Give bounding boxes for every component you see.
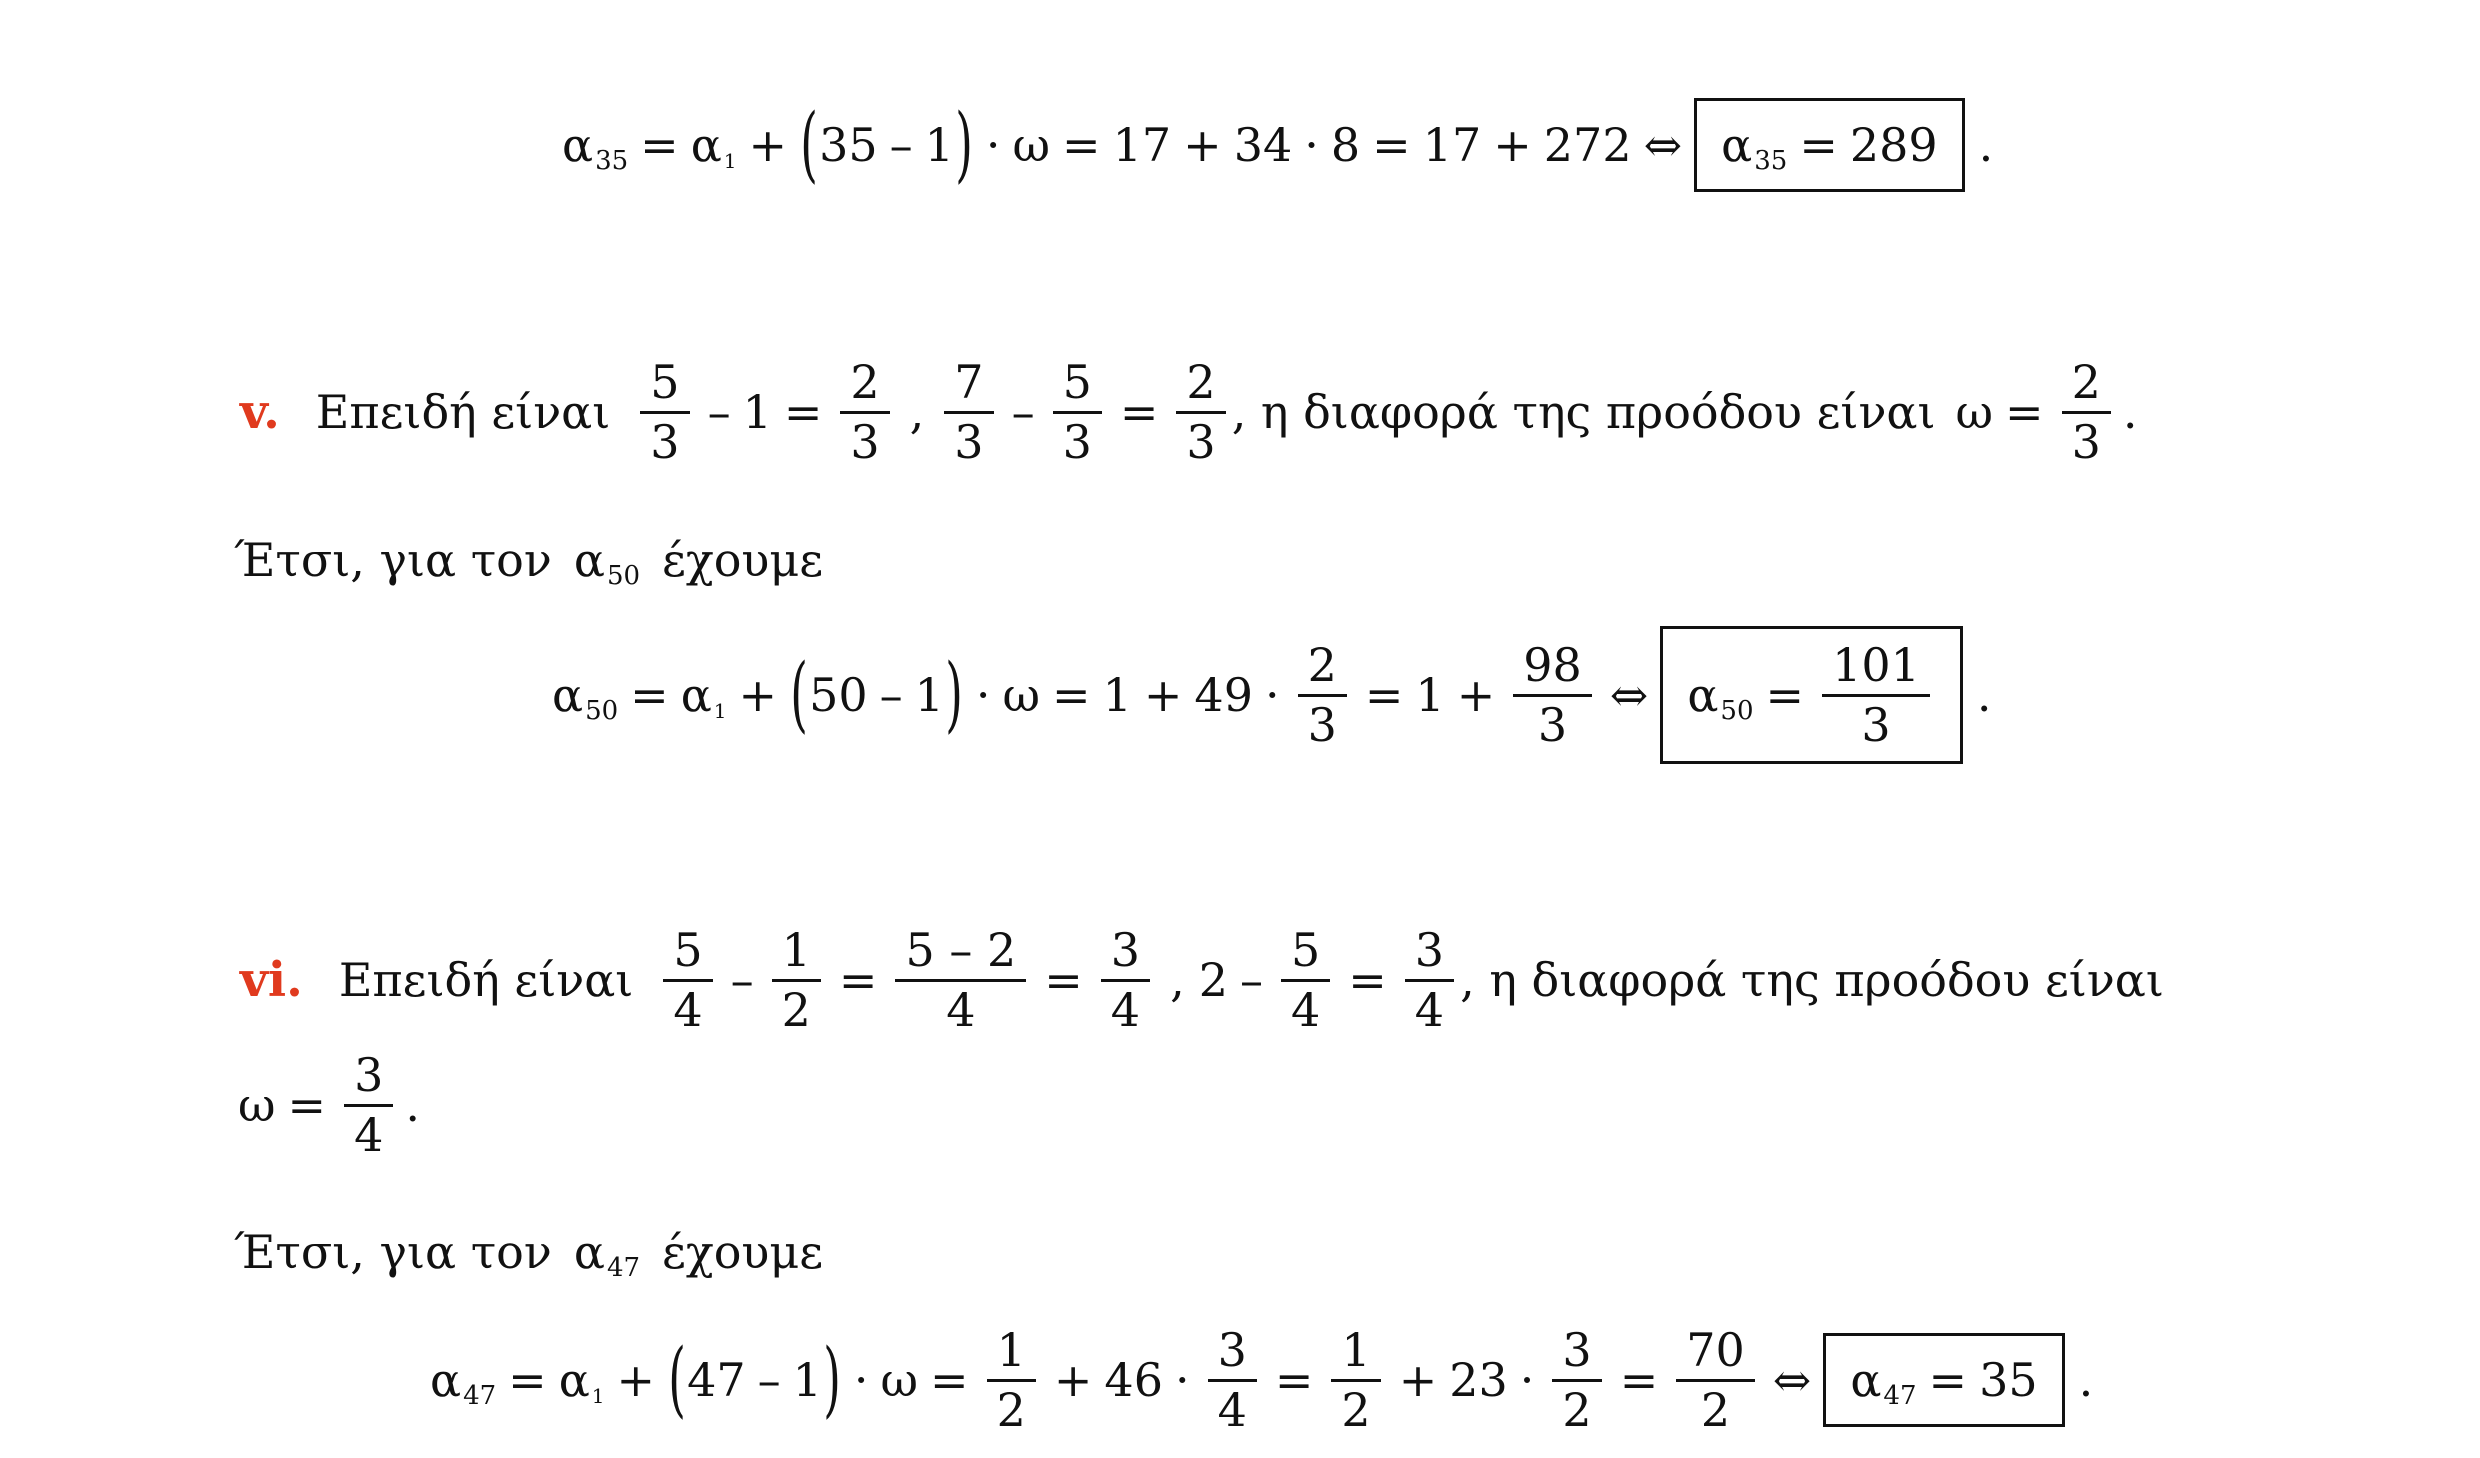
fraction: $\frac{5}{3}$ (1053, 358, 1102, 466)
subscript: 1 (591, 1384, 605, 1408)
item-v-intro (234, 520, 823, 600)
plus-sign: + (1183, 118, 1222, 172)
statement-text: Επειδή είναι (315, 385, 611, 439)
term: 35 (819, 118, 878, 172)
alpha-symbol: α (573, 1225, 605, 1279)
term: 1 (1415, 668, 1445, 722)
term: 8 (1330, 118, 1361, 172)
equals-sign: = (1062, 118, 1101, 172)
dot-operator: · (1519, 1353, 1535, 1407)
term: 49 (1194, 668, 1253, 722)
minus-sign: – (1239, 953, 1263, 1007)
close-paren: ) (945, 647, 963, 742)
fraction: $\frac{70}{2}$ (1676, 1326, 1755, 1434)
iff-arrow: ⇔ (1643, 118, 1683, 172)
plus-sign: + (738, 668, 778, 722)
dot-operator: · (975, 668, 991, 722)
term: 2 (1198, 953, 1228, 1007)
item-vi-omega (238, 1045, 420, 1165)
term: 1 (924, 118, 954, 172)
equals-sign: = (783, 385, 823, 439)
dot-operator: · (1304, 118, 1319, 172)
alpha-symbol: α (1687, 668, 1719, 722)
alpha-symbol: α (690, 118, 722, 172)
term: 1 (914, 668, 944, 722)
fraction: $\frac{3}{4}$ (344, 1051, 393, 1159)
statement-text: , η διαφορά της προόδου είναι (1460, 953, 2164, 1007)
result-box (1694, 98, 1965, 192)
equals-sign: = (1274, 1353, 1314, 1407)
dot-operator: · (1174, 1353, 1190, 1407)
item-vi-statement (240, 920, 2164, 1040)
equals-sign: = (1044, 953, 1083, 1007)
alpha-symbol: α (680, 668, 712, 722)
equals-sign: = (508, 1353, 547, 1407)
subscript: 1 (723, 149, 737, 173)
subscript: 50 (585, 696, 619, 726)
equals-sign: = (1765, 668, 1805, 722)
plus-sign: + (1398, 1353, 1438, 1407)
subscript: 50 (1720, 696, 1754, 726)
period: . (2078, 1353, 2094, 1407)
fraction: $\frac{1}{2}$ (987, 1326, 1036, 1434)
comma: , (909, 385, 925, 439)
equals-sign: = (1372, 118, 1411, 172)
equals-sign: = (640, 118, 679, 172)
minus-sign: – (730, 953, 754, 1007)
term: 17 (1422, 118, 1482, 172)
fraction: $\frac{3}{4}$ (1208, 1326, 1257, 1434)
subscript: 47 (1883, 1381, 1917, 1411)
equals-sign: = (2005, 385, 2044, 439)
fraction: $\frac{3}{4}$ (1405, 926, 1454, 1034)
intro-text: έχουμε (662, 533, 824, 587)
result-box (1823, 1333, 2064, 1427)
term: 47 (687, 1353, 746, 1407)
equals-sign: = (1052, 668, 1091, 722)
subscript: 47 (606, 1253, 641, 1283)
dot-operator: · (1264, 668, 1280, 722)
result-value: 35 (1979, 1353, 2038, 1407)
statement-text: , η διαφορά της προόδου είναι (1231, 385, 1936, 439)
plus-sign: + (1493, 118, 1532, 172)
period: . (405, 1078, 420, 1132)
comma: , (1170, 953, 1185, 1007)
plus-sign: + (748, 118, 788, 172)
omega-symbol: ω (1955, 385, 1994, 439)
plus-sign: + (1456, 668, 1496, 722)
plus-sign: + (1053, 1353, 1093, 1407)
item-label: v. (240, 384, 280, 440)
fraction: $\frac{5}{3}$ (640, 358, 689, 466)
equals-sign: = (1619, 1353, 1659, 1407)
item-label: vi. (240, 952, 303, 1008)
fraction: $\frac{2}{3}$ (840, 358, 889, 466)
item-v-statement (240, 352, 2137, 472)
term: 46 (1104, 1353, 1163, 1407)
fraction: $\frac{1}{2}$ (1331, 1326, 1380, 1434)
fraction: $\frac{2}{3}$ (1298, 641, 1347, 749)
term: 1 (792, 1353, 822, 1407)
intro-text: Έτσι, για τον (234, 533, 552, 587)
dot-operator: · (853, 1353, 869, 1407)
term: 34 (1233, 118, 1293, 172)
period: . (1978, 118, 1994, 172)
alpha-symbol: α (562, 118, 594, 172)
equals-sign: = (1364, 668, 1404, 722)
subscript: 1 (713, 699, 727, 723)
alpha-symbol: α (573, 533, 605, 587)
alpha-symbol: α (1850, 1353, 1882, 1407)
alpha-symbol: α (1721, 118, 1753, 172)
equation-a50 (552, 625, 1992, 765)
plus-sign: + (1143, 668, 1183, 722)
equals-sign: = (1119, 385, 1159, 439)
subscript: 35 (1754, 146, 1788, 176)
result-fraction: $\frac{101}{3}$ (1822, 641, 1930, 749)
equals-sign: = (1348, 953, 1387, 1007)
term: 17 (1112, 118, 1172, 172)
alpha-symbol: α (558, 1353, 590, 1407)
fraction: $\frac{2}{3}$ (2062, 358, 2111, 466)
alpha-symbol: α (552, 668, 584, 722)
subscript: 47 (463, 1381, 497, 1411)
equation-a35 (562, 95, 1993, 195)
minus-sign: – (1011, 385, 1035, 439)
fraction: $\frac{5 - 2}{4}$ (895, 926, 1026, 1034)
fraction: $\frac{3}{4}$ (1101, 926, 1150, 1034)
minus-sign: – (707, 385, 731, 439)
omega-symbol: ω (238, 1078, 276, 1132)
period: . (2122, 385, 2138, 439)
open-paren: ( (668, 1332, 686, 1427)
equals-sign: = (630, 668, 669, 722)
plus-sign: + (616, 1353, 656, 1407)
alpha-symbol: α (430, 1353, 462, 1407)
term: 23 (1449, 1353, 1508, 1407)
fraction: $\frac{98}{3}$ (1513, 641, 1592, 749)
open-paren: ( (800, 97, 818, 192)
term: 272 (1543, 118, 1632, 172)
equals-sign: = (930, 1353, 969, 1407)
intro-text: έχουμε (662, 1225, 824, 1279)
fraction: $\frac{7}{3}$ (944, 358, 993, 466)
result-value: 289 (1849, 118, 1938, 172)
equals-sign: = (838, 953, 878, 1007)
period: . (1976, 668, 1992, 722)
equation-a47 (430, 1310, 2093, 1450)
minus-sign: – (757, 1353, 781, 1407)
fraction: $\frac{1}{2}$ (772, 926, 821, 1034)
close-paren: ) (955, 97, 973, 192)
fraction: $\frac{5}{4}$ (1281, 926, 1330, 1034)
intro-text: Έτσι, για τον (234, 1225, 552, 1279)
iff-arrow: ⇔ (1609, 668, 1649, 722)
omega-symbol: ω (880, 1353, 919, 1407)
fraction: $\frac{3}{2}$ (1552, 1326, 1601, 1434)
omega-symbol: ω (1012, 118, 1051, 172)
minus-sign: – (889, 118, 913, 172)
result-box (1660, 626, 1963, 764)
omega-symbol: ω (1002, 668, 1041, 722)
term: 1 (1102, 668, 1132, 722)
term: 1 (742, 385, 772, 439)
open-paren: ( (790, 647, 808, 742)
subscript: 50 (606, 561, 641, 591)
fraction: $\frac{2}{3}$ (1176, 358, 1225, 466)
equals-sign: = (1928, 1353, 1968, 1407)
subscript: 35 (595, 146, 629, 176)
iff-arrow: ⇔ (1772, 1353, 1812, 1407)
fraction: $\frac{5}{4}$ (663, 926, 712, 1034)
equals-sign: = (287, 1078, 327, 1132)
close-paren: ) (823, 1332, 841, 1427)
minus-sign: – (879, 668, 903, 722)
item-vi-intro (234, 1212, 823, 1292)
term: 50 (809, 668, 868, 722)
statement-text: Επειδή είναι (338, 953, 634, 1007)
dot-operator: · (985, 118, 1001, 172)
equals-sign: = (1799, 118, 1838, 172)
